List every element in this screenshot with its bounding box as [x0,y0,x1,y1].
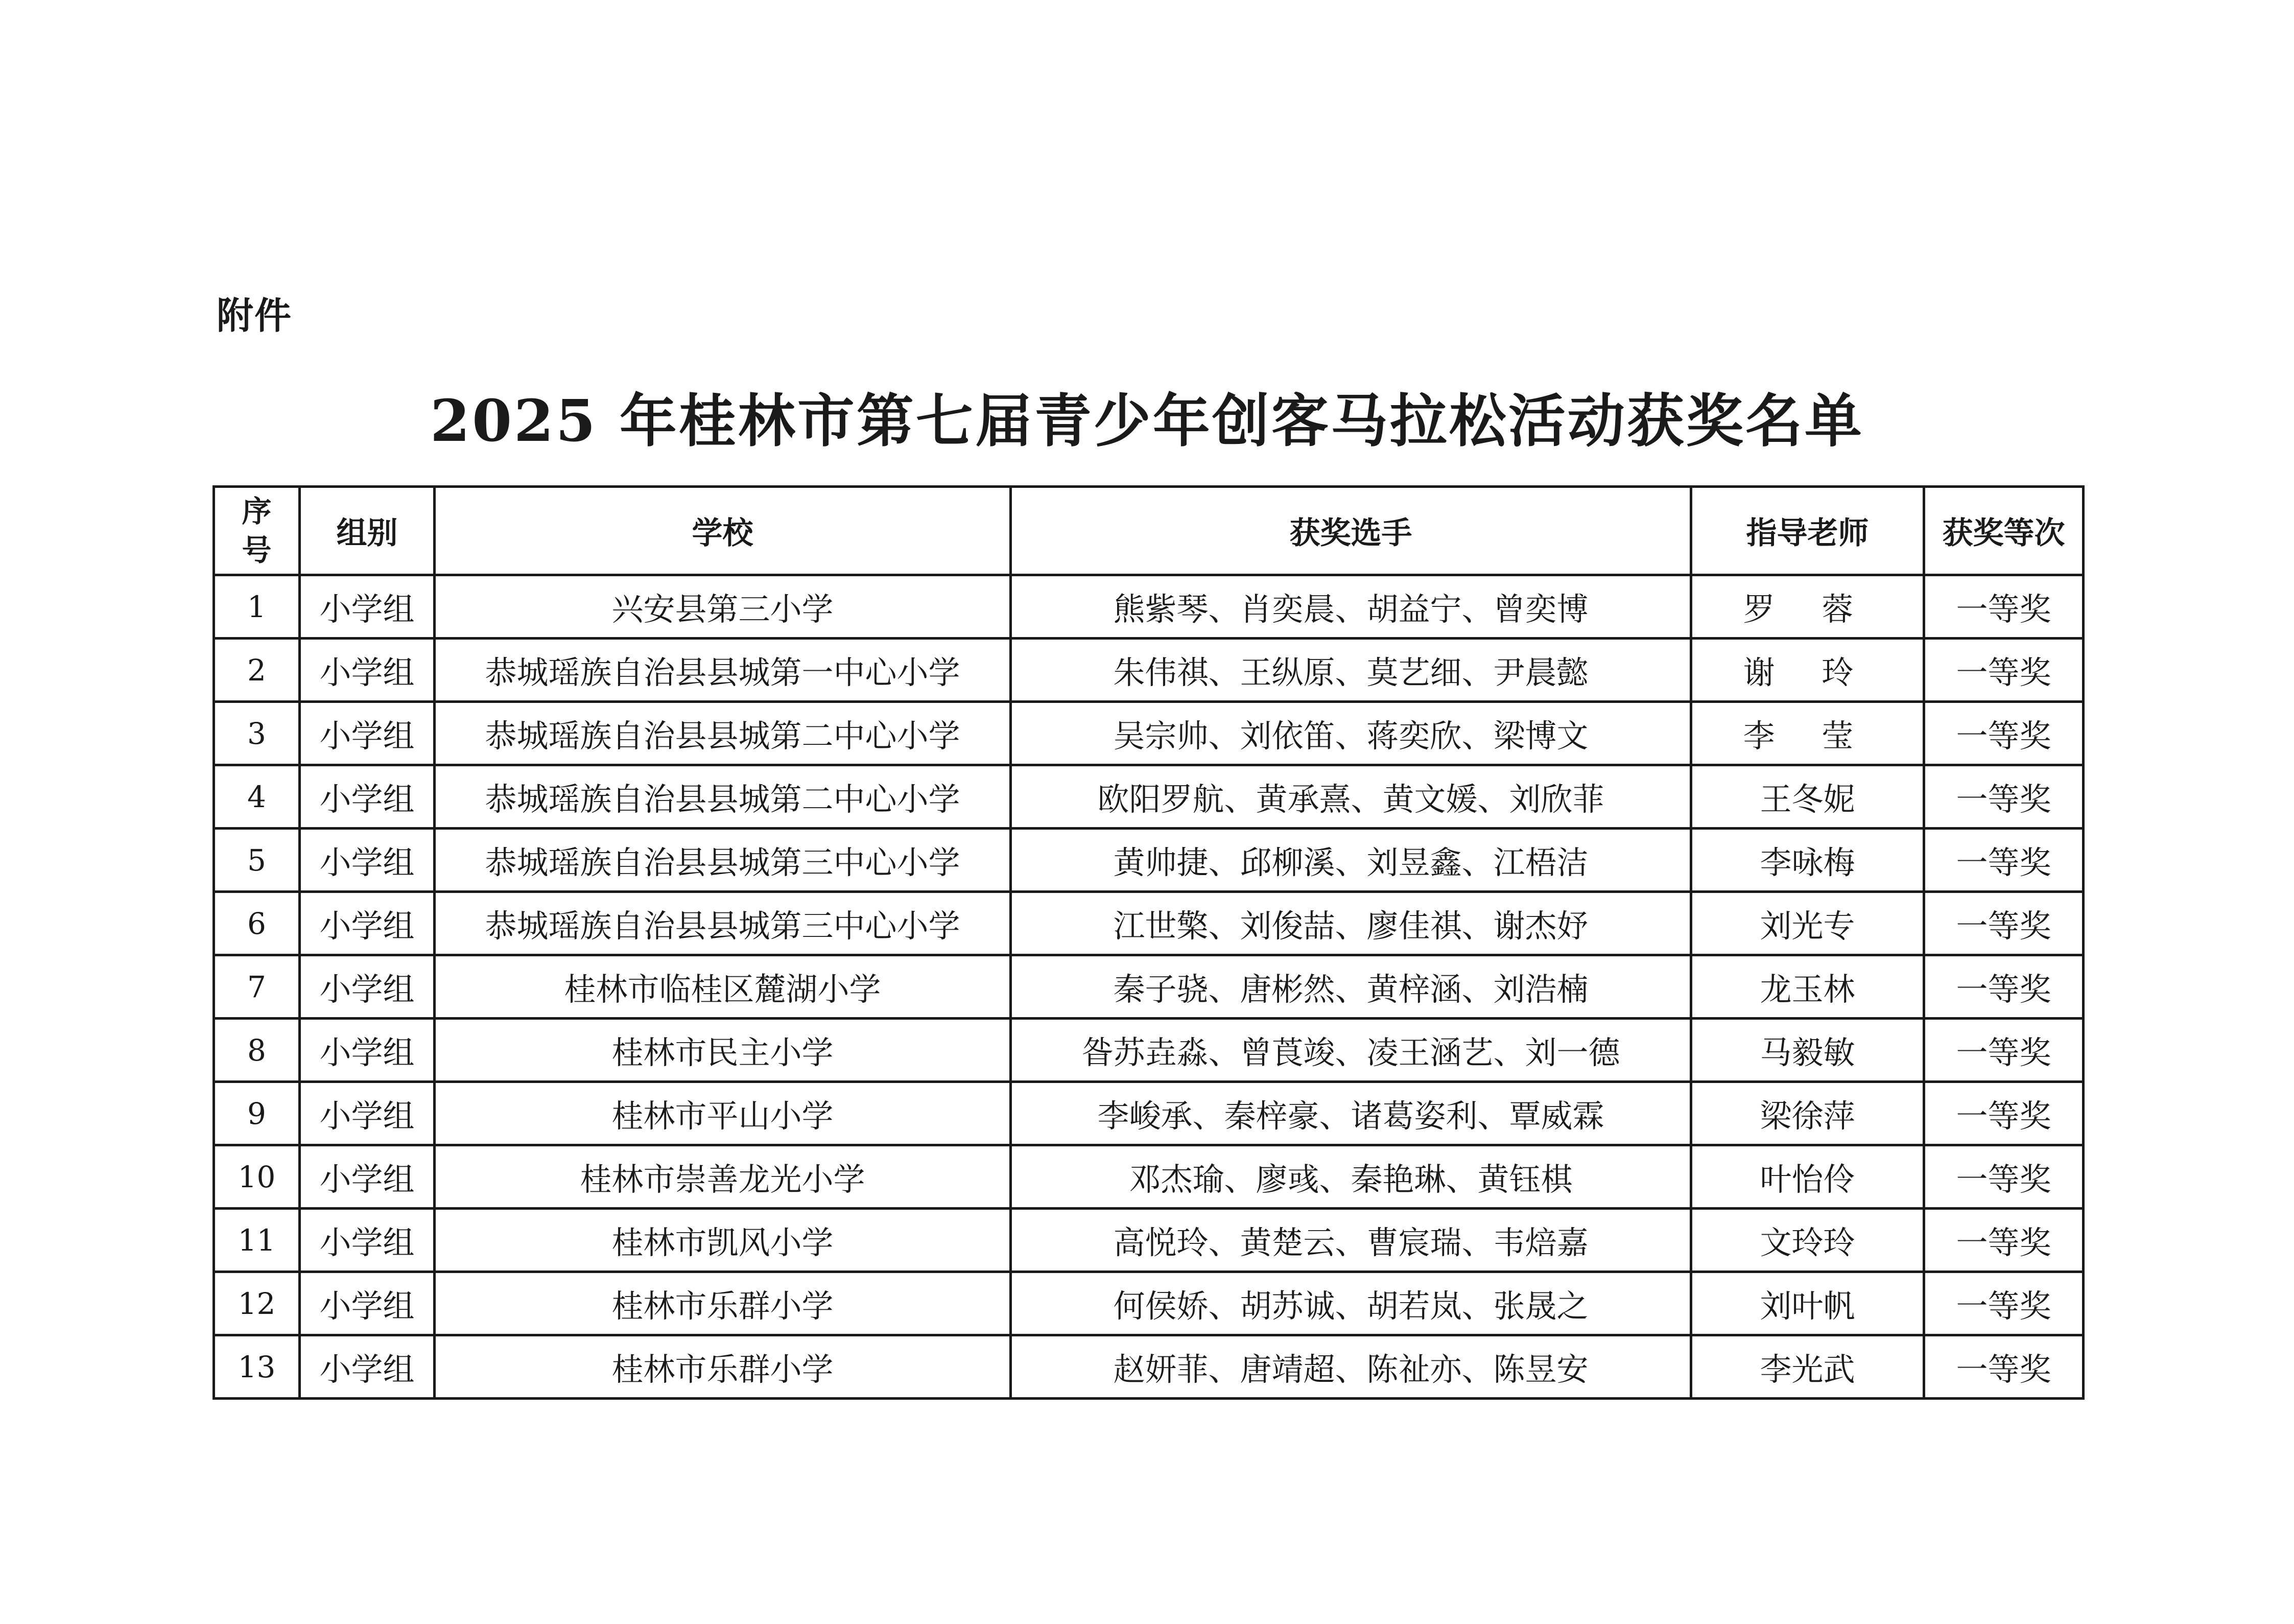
cell-teacher: 罗 蓉 [1691,575,1924,639]
cell-serial-number: 9 [214,1082,300,1145]
cell-teacher: 梁徐萍 [1691,1082,1924,1145]
header-serial-number-line1: 序 [242,494,272,529]
cell-award-level: 一等奖 [1924,955,2084,1019]
cell-group: 小学组 [300,765,435,829]
cell-serial-number: 7 [214,955,300,1019]
cell-winners: 欧阳罗航、黄承熹、黄文媛、刘欣菲 [1011,765,1691,829]
table-header-row [214,487,2084,575]
header-award-level: 获奖等次 [1924,487,2084,575]
header-school: 学校 [435,487,1011,575]
page-title: 2025 年桂林市第七届青少年创客马拉松活动获奖名单 [430,388,1864,455]
table-row [214,639,2084,702]
cell-award-level: 一等奖 [1924,639,2084,702]
cell-group: 小学组 [300,702,435,765]
cell-school: 恭城瑶族自治县县城第一中心小学 [435,639,1011,702]
cell-group: 小学组 [300,1019,435,1082]
cell-serial-number: 10 [214,1145,300,1209]
cell-winners: 朱伟祺、王纵原、莫艺细、尹晨懿 [1011,639,1691,702]
cell-serial-number: 12 [214,1272,300,1335]
table-row [214,1272,2084,1335]
cell-teacher: 龙玉林 [1691,955,1924,1019]
cell-serial-number: 11 [214,1209,300,1272]
table-row [214,765,2084,829]
cell-winners: 何侯娇、胡苏诚、胡若岚、张晟之 [1011,1272,1691,1335]
table-row [214,1209,2084,1272]
cell-school: 恭城瑶族自治县县城第二中心小学 [435,765,1011,829]
cell-group: 小学组 [300,1082,435,1145]
cell-group: 小学组 [300,1209,435,1272]
cell-group: 小学组 [300,1145,435,1209]
cell-teacher: 谢 玲 [1691,639,1924,702]
header-serial-number-line2: 号 [242,533,272,568]
cell-group: 小学组 [300,892,435,955]
cell-group: 小学组 [300,955,435,1019]
header-group: 组别 [300,487,435,575]
cell-award-level: 一等奖 [1924,575,2084,639]
cell-winners: 昝苏垚淼、曾莨竣、凌王涵艺、刘一德 [1011,1019,1691,1082]
table-row [214,1145,2084,1209]
cell-award-level: 一等奖 [1924,702,2084,765]
cell-award-level: 一等奖 [1924,1145,2084,1209]
table-row [214,1019,2084,1082]
cell-serial-number: 8 [214,1019,300,1082]
cell-teacher: 王冬妮 [1691,765,1924,829]
cell-award-level: 一等奖 [1924,1335,2084,1399]
cell-teacher: 文玲玲 [1691,1209,1924,1272]
cell-teacher: 李 莹 [1691,702,1924,765]
cell-school: 恭城瑶族自治县县城第二中心小学 [435,702,1011,765]
cell-school: 恭城瑶族自治县县城第三中心小学 [435,892,1011,955]
cell-winners: 江世檠、刘俊喆、廖佳祺、谢杰妤 [1011,892,1691,955]
cell-award-level: 一等奖 [1924,1209,2084,1272]
cell-group: 小学组 [300,829,435,892]
cell-serial-number: 4 [214,765,300,829]
cell-group: 小学组 [300,1272,435,1335]
table-row [214,1082,2084,1145]
cell-winners: 黄帅捷、邱柳溪、刘昱鑫、江梧洁 [1011,829,1691,892]
cell-school: 桂林市崇善龙光小学 [435,1145,1011,1209]
cell-winners: 秦子骁、唐彬然、黄梓涵、刘浩楠 [1011,955,1691,1019]
cell-serial-number: 1 [214,575,300,639]
cell-teacher: 刘光专 [1691,892,1924,955]
cell-teacher: 李咏梅 [1691,829,1924,892]
cell-group: 小学组 [300,575,435,639]
cell-school: 桂林市乐群小学 [435,1272,1011,1335]
cell-award-level: 一等奖 [1924,765,2084,829]
cell-winners: 李峻承、秦梓豪、诸葛姿利、覃威霖 [1011,1082,1691,1145]
cell-school: 桂林市临桂区麓湖小学 [435,955,1011,1019]
cell-winners: 熊紫琴、肖奕晨、胡益宁、曾奕博 [1011,575,1691,639]
cell-school: 桂林市平山小学 [435,1082,1011,1145]
cell-award-level: 一等奖 [1924,892,2084,955]
table-row [214,829,2084,892]
cell-serial-number: 2 [214,639,300,702]
cell-winners: 邓杰瑜、廖彧、秦艳琳、黄钰棋 [1011,1145,1691,1209]
cell-school: 桂林市凯风小学 [435,1209,1011,1272]
cell-teacher: 刘叶帆 [1691,1272,1924,1335]
cell-serial-number: 3 [214,702,300,765]
table-row [214,1335,2084,1399]
table-row [214,892,2084,955]
table-row [214,955,2084,1019]
award-list-table [212,485,2085,1400]
cell-award-level: 一等奖 [1924,1272,2084,1335]
cell-teacher: 马毅敏 [1691,1019,1924,1082]
cell-award-level: 一等奖 [1924,1019,2084,1082]
cell-school: 桂林市乐群小学 [435,1335,1011,1399]
cell-school: 桂林市民主小学 [435,1019,1011,1082]
cell-award-level: 一等奖 [1924,1082,2084,1145]
cell-winners: 赵妍菲、唐靖超、陈祉亦、陈昱安 [1011,1335,1691,1399]
cell-winners: 吴宗帅、刘依笛、蒋奕欣、梁博文 [1011,702,1691,765]
cell-serial-number: 5 [214,829,300,892]
cell-group: 小学组 [300,1335,435,1399]
cell-winners: 高悦玲、黄楚云、曹宸瑞、韦焙嘉 [1011,1209,1691,1272]
header-serial-number [214,487,300,575]
table-row [214,702,2084,765]
cell-teacher: 叶怡伶 [1691,1145,1924,1209]
table-row [214,575,2084,639]
cell-school: 恭城瑶族自治县县城第三中心小学 [435,829,1011,892]
header-winners: 获奖选手 [1011,487,1691,575]
cell-serial-number: 6 [214,892,300,955]
header-teacher: 指导老师 [1691,487,1924,575]
cell-serial-number: 13 [214,1335,300,1399]
cell-group: 小学组 [300,639,435,702]
cell-teacher: 李光武 [1691,1335,1924,1399]
attachment-label: 附件 [217,294,293,337]
cell-award-level: 一等奖 [1924,829,2084,892]
cell-school: 兴安县第三小学 [435,575,1011,639]
